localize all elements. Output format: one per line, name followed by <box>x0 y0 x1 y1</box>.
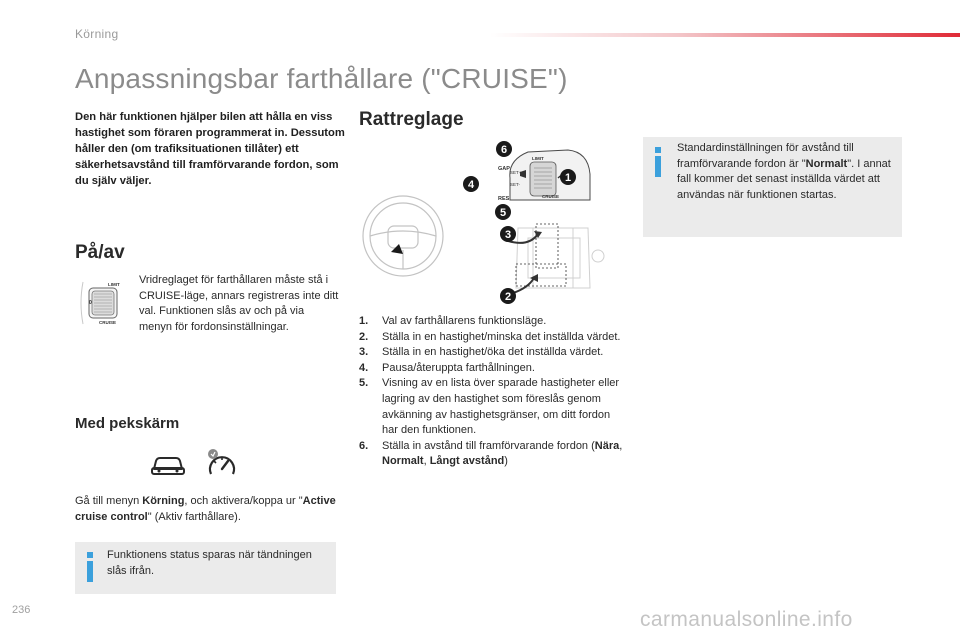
note-left-text: Funktionens status sparas när tändningen slås ifrån. <box>107 549 312 577</box>
section-name: Körning <box>75 27 119 41</box>
list-item: 2. Ställa in en hastighet/minska det inställda värdet. <box>359 330 621 343</box>
callout-3: 3 <box>504 229 512 241</box>
speedometer-icon <box>204 448 240 478</box>
info-icon <box>87 552 93 582</box>
callout-2: 2 <box>504 291 512 303</box>
info-icon <box>655 147 661 177</box>
stalk-label-set-minus: SET- <box>510 182 521 187</box>
list-item: 1. Val av farthållarens funktionsläge. <box>359 315 547 327</box>
stalk-label-cruise: CRUISE <box>542 194 560 199</box>
callout-1: 1 <box>564 172 572 184</box>
dial-label-zero: 0 <box>89 300 92 306</box>
stalk-label-gap: GAP <box>498 166 510 172</box>
list-item: 4. Pausa/återuppta farthållningen. <box>359 361 535 374</box>
list-item: 5. Visning av en lista över sparade hastigheter eller lagring av den hastighet som föreslås genom avkänning av hastighetsgränser, om ditt fordon har den funktionen. <box>359 377 620 437</box>
note-left <box>75 542 336 594</box>
list-item: 3. Ställa in en hastighet/öka det inställda värdet. <box>359 346 604 359</box>
note-right-text: Standardinställningen för avstånd till framförvarande fordon är "Normalt". I annat fall kommer det senast inställda värdet att användas när funktionen startas. <box>677 142 891 201</box>
option-name: Active cruise control <box>75 495 336 523</box>
stalk-label-res: RES <box>498 196 510 202</box>
page-title: Anpassningsbar farthållare ("CRUISE") <box>75 63 568 94</box>
steering-function-list <box>359 314 624 470</box>
stalk-label-limit: LIMIT <box>532 156 544 161</box>
steering-heading: Rattreglage <box>359 109 464 130</box>
cruise-dial-illustration <box>75 280 135 326</box>
dial-label-cruise: CRUISE <box>99 320 117 325</box>
page-number: 236 <box>12 604 31 616</box>
touchscreen-heading: Med pekskärm <box>75 415 180 432</box>
menu-name: Körning <box>142 495 185 507</box>
dial-label-limit: LIMIT <box>108 282 120 287</box>
list-item: 6. Ställa in avstånd till framförvarande fordon (Nära, Normalt, Långt avstånd) <box>359 439 623 468</box>
stalk-label-set-plus: SET+ <box>510 170 522 175</box>
note-right <box>643 137 902 237</box>
car-icon <box>150 452 186 478</box>
steering-controls-illustration <box>358 138 640 310</box>
header-accent-bar <box>490 33 960 37</box>
on-off-heading: På/av <box>75 242 125 263</box>
touchscreen-text: Gå till menyn Körning, och aktivera/koppa ur "Active cruise control" (Aktiv farthållare). <box>75 495 336 523</box>
callout-4: 4 <box>467 179 475 191</box>
callout-6: 6 <box>500 144 508 156</box>
watermark: carmanualsonline.info <box>640 608 853 631</box>
callout-5: 5 <box>499 207 507 219</box>
on-off-text: Vridreglaget för farthållaren måste stå i CRUISE-läge, annars registreras inte ditt val. Funktionen slås av och på via menyn för fordonsinställningar. <box>139 274 339 333</box>
intro-text: Den här funktionen hjälper bilen att hålla en viss hastighet som föraren programmerat in. Dessutom håller den (om trafiksituationen tillåter) ett säkerhetsavstånd till framförvarande fordon, som du själv väljer. <box>75 111 345 187</box>
